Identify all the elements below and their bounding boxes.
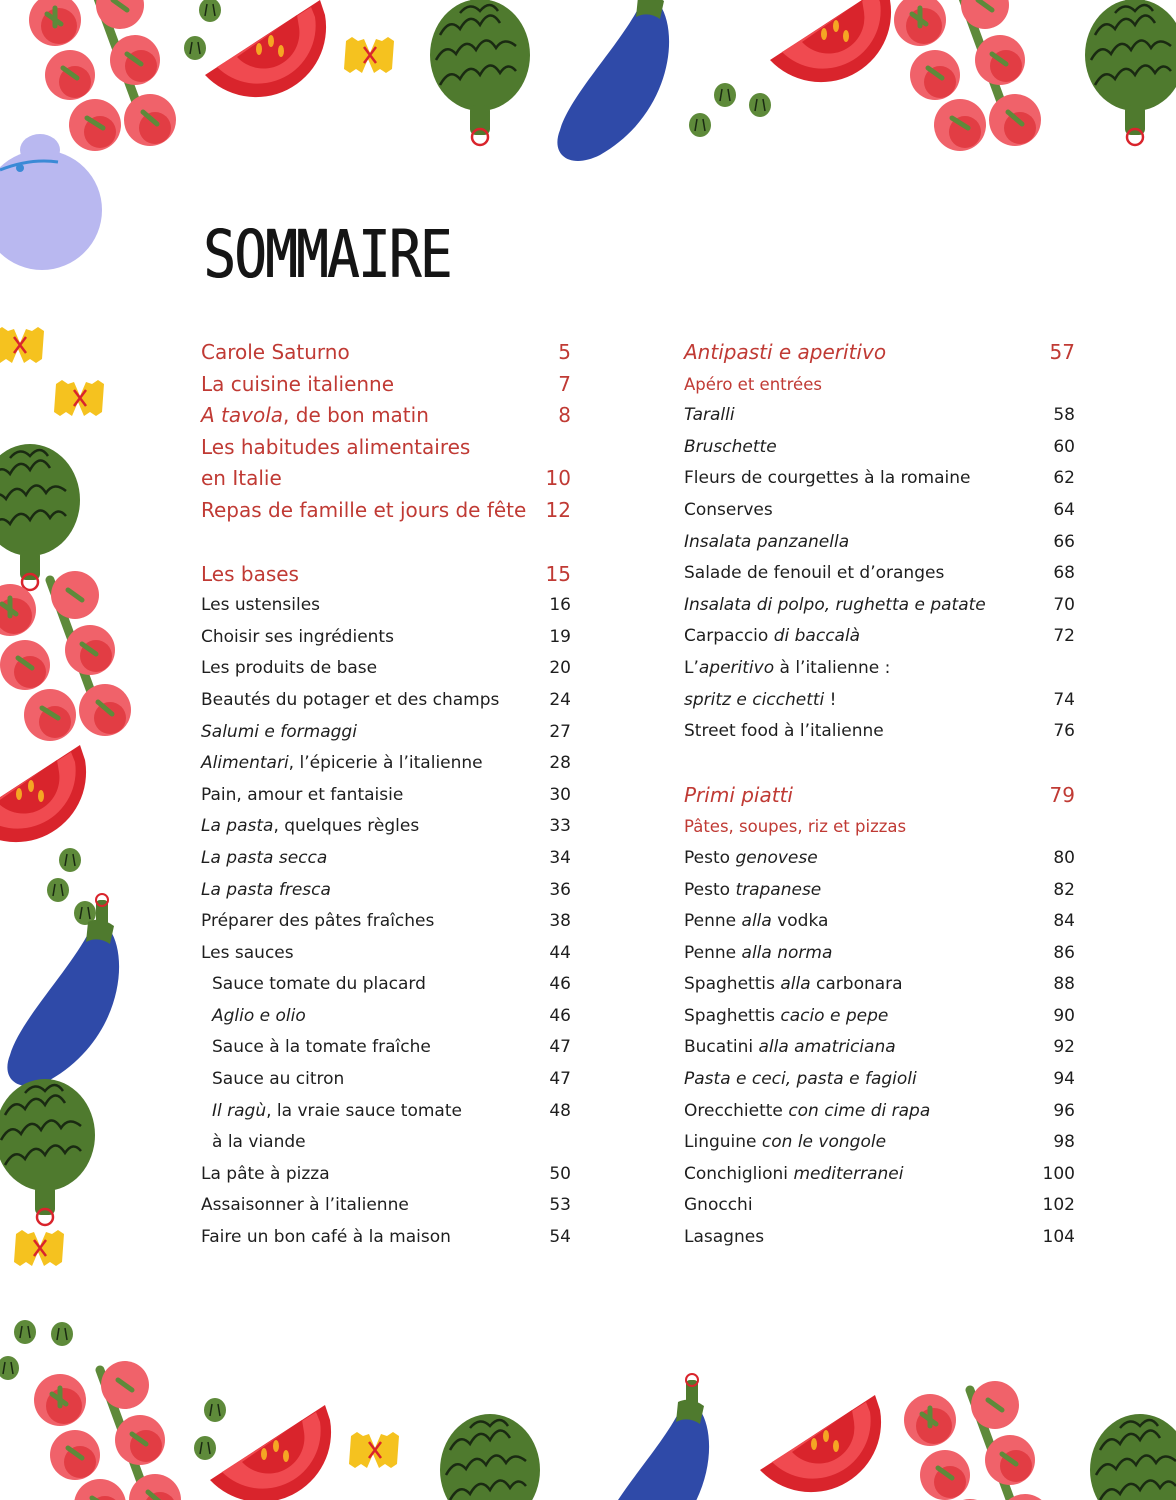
toc-entry-title (201, 938, 541, 970)
italic-title-fragment: mediterranei (793, 1163, 904, 1184)
toc-entry[interactable] (201, 811, 571, 843)
toc-entry-title (684, 780, 1045, 812)
toc-entry[interactable] (201, 969, 571, 1001)
toc-page-number: 72 (1053, 626, 1075, 647)
section-spacer (684, 748, 1075, 780)
toc-entry[interactable] (684, 590, 1075, 622)
italic-title-fragment: Salumi e formaggi (201, 721, 357, 742)
toc-entry-title (201, 1096, 541, 1128)
toc-subheading[interactable] (684, 811, 1075, 843)
toc-page-number: 38 (549, 911, 571, 932)
toc-entry-title (684, 875, 1045, 907)
toc-entry[interactable] (684, 1001, 1075, 1033)
toc-entry[interactable] (684, 558, 1075, 590)
toc-entry-title (684, 1032, 1045, 1064)
toc-entry-title (201, 400, 541, 432)
toc-entry[interactable] (201, 1064, 571, 1096)
italic-title-fragment: Taralli (684, 405, 735, 426)
toc-entry-title (201, 622, 541, 654)
toc-entry-title (201, 590, 541, 622)
toc-page-number: 8 (558, 403, 571, 428)
italic-title-fragment: alla (741, 911, 772, 932)
toc-entry[interactable] (201, 1159, 571, 1191)
title-fragment: Assaisonner à l’italienne (201, 1195, 409, 1216)
toc-page-number: 82 (1053, 879, 1075, 900)
title-fragment: Les habitudes alimentaires (201, 434, 471, 459)
toc-entry[interactable] (201, 780, 571, 812)
toc-entry-title (684, 1096, 1045, 1128)
toc-entry[interactable] (684, 1064, 1075, 1096)
title-fragment: en Italie (201, 466, 282, 491)
italic-title-fragment: Insalata panzanella (684, 531, 850, 552)
toc-page-number: 68 (1053, 563, 1075, 584)
toc-entry-title (201, 717, 541, 749)
title-fragment: à l’italienne : (774, 657, 891, 678)
toc-entry-title (201, 653, 541, 685)
toc-page-number: 54 (549, 1227, 571, 1248)
toc-page-number: 28 (549, 753, 571, 774)
artichoke-illustration (430, 0, 530, 145)
title-fragment: Fleurs de courgettes à la romaine (684, 468, 971, 489)
toc-entry-title (201, 559, 541, 591)
title-fragment: , la vraie sauce tomate (266, 1100, 462, 1121)
title-fragment: , quelques règles (273, 816, 420, 837)
toc-page-number: 19 (549, 626, 571, 647)
toc-entry[interactable] (201, 875, 571, 907)
toc-entry[interactable] (201, 1032, 571, 1064)
toc-entry-title (201, 463, 541, 495)
toc-entry-title (201, 875, 541, 907)
title-fragment: Préparer des pâtes fraîches (201, 911, 435, 932)
toc-entry-title (201, 811, 541, 843)
toc-entry-title (684, 969, 1045, 1001)
toc-page-number: 5 (558, 340, 571, 364)
toc-entry[interactable] (684, 432, 1075, 464)
italic-title-fragment: genovese (735, 847, 818, 868)
italic-title-fragment: Aglio e olio (212, 1005, 306, 1026)
title-fragment: Les ustensiles (201, 595, 321, 616)
toc-page-number: 66 (1053, 531, 1075, 552)
toc-entry-title (684, 1127, 1045, 1159)
toc-page-number: 88 (1053, 974, 1075, 995)
farfalle-illustration (344, 37, 394, 73)
italic-title-fragment: Insalata di polpo, rughetta e patate (684, 594, 986, 615)
toc-entry[interactable] (684, 1190, 1075, 1222)
toc-entry-title (201, 780, 541, 812)
toc-entry[interactable] (684, 685, 1075, 717)
toc-page-number: 30 (549, 784, 571, 805)
toc-entry-title (684, 685, 1045, 717)
toc-page-number: 27 (549, 721, 571, 742)
title-fragment: Conchiglioni (684, 1163, 794, 1184)
title-fragment: Carpaccio (684, 626, 774, 647)
title-fragment: Les sauces (201, 942, 294, 963)
toc-page-number: 90 (1053, 1005, 1075, 1026)
section-spacer (201, 527, 571, 559)
toc-section-heading[interactable] (684, 337, 1075, 369)
toc-page-number: 100 (1042, 1163, 1075, 1184)
toc-entry[interactable] (201, 685, 571, 717)
toc-subheading[interactable] (684, 369, 1075, 401)
toc-page-number: 33 (549, 816, 571, 837)
italic-title-fragment: Pasta e ceci, pasta e fagioli (684, 1069, 917, 1090)
toc-entry[interactable] (684, 938, 1075, 970)
toc-page-number: 48 (549, 1100, 571, 1121)
title-fragment: La cuisine italienne (201, 371, 395, 396)
toc-entry-title (201, 1159, 541, 1191)
toc-entry[interactable] (684, 495, 1075, 527)
toc-entry-title (684, 1159, 1043, 1191)
title-fragment: Orecchiette (684, 1100, 789, 1121)
toc-entry-title (684, 590, 1045, 622)
toc-page-number: 104 (1042, 1227, 1075, 1248)
italic-title-fragment: cacio e pepe (780, 1005, 889, 1026)
toc-entry-title (684, 558, 1045, 590)
toc-section-heading[interactable] (684, 780, 1075, 812)
title-fragment: Linguine (684, 1132, 762, 1153)
toc-right-column (684, 337, 1075, 1254)
toc-entry[interactable] (684, 875, 1075, 907)
toc-entry-title (201, 495, 541, 527)
toc-page-number: 20 (549, 658, 571, 679)
toc-page-number: 94 (1053, 1069, 1075, 1090)
title-fragment: Gnocchi (684, 1195, 753, 1216)
toc-page-number: 15 (545, 561, 571, 586)
eggplant-illustration (557, 0, 669, 161)
toc-entry[interactable] (684, 969, 1075, 1001)
italic-title-fragment: La pasta fresca (201, 879, 331, 900)
title-fragment: ! (824, 689, 837, 710)
toc-entry[interactable] (201, 653, 571, 685)
toc-entry-title (684, 400, 1045, 432)
title-fragment: Les bases (201, 561, 299, 586)
title-fragment: L’ (684, 657, 699, 678)
toc-entry[interactable] (684, 621, 1075, 653)
title-fragment: Sauce à la tomate fraîche (212, 1037, 431, 1058)
toc-entry-title (201, 685, 541, 717)
toc-entry-title (201, 969, 541, 1001)
title-fragment: , de bon matin (283, 403, 429, 428)
cherry-tomato-vine-illustration (29, 0, 176, 151)
toc-page-number: 36 (549, 879, 571, 900)
toc-page-number: 64 (1053, 499, 1075, 520)
toc-page-number: 60 (1053, 436, 1075, 457)
toc-entry[interactable] (684, 527, 1075, 559)
title-fragment: Spaghettis (684, 974, 781, 995)
toc-page-number: 79 (1049, 782, 1075, 807)
toc-entry-title (201, 843, 541, 875)
toc-section-heading[interactable] (201, 495, 571, 527)
toc-entry-title (684, 621, 1045, 653)
toc-page-number: 92 (1053, 1037, 1075, 1058)
toc-page-number: 96 (1053, 1100, 1075, 1121)
toc-page-number: 62 (1053, 468, 1075, 489)
toc-page-number: 86 (1053, 942, 1075, 963)
tomato-wedge-illustration (205, 0, 326, 97)
toc-entry[interactable] (201, 843, 571, 875)
italic-title-fragment: alla amatriciana (758, 1037, 896, 1058)
toc-entry-title (684, 843, 1045, 875)
toc-entry-title (684, 1064, 1045, 1096)
title-fragment: Repas de famille et jours de fête (201, 497, 527, 522)
toc-page-number: 44 (549, 942, 571, 963)
toc-page-number: 47 (549, 1069, 571, 1090)
toc-section-heading[interactable] (201, 400, 571, 432)
toc-entry[interactable] (201, 938, 571, 970)
toc-entry[interactable] (201, 1222, 571, 1254)
title-fragment: Penne (684, 942, 742, 963)
title-fragment: Bucatini (684, 1037, 759, 1058)
toc-page-number: 84 (1053, 911, 1075, 932)
page-title: SOMMAIRE (203, 216, 451, 293)
toc-page-number: 34 (549, 847, 571, 868)
toc-page-number: 10 (545, 466, 571, 491)
toc-entry-title (684, 1001, 1045, 1033)
title-fragment: Pesto (684, 879, 736, 900)
toc-entry[interactable] (684, 400, 1075, 432)
italic-title-fragment: con cime di rapa (788, 1100, 931, 1121)
toc-entry-title (684, 527, 1045, 559)
toc-section-heading[interactable] (201, 432, 571, 464)
toc-entry-title (201, 1222, 541, 1254)
toc-entry[interactable] (684, 1096, 1075, 1128)
title-fragment: Pâtes, soupes, riz et pizzas (684, 817, 907, 837)
toc-entry-title (684, 1222, 1043, 1254)
toc-entry-title (684, 653, 1045, 685)
title-fragment: Sauce au citron (212, 1069, 345, 1090)
title-fragment: Carole Saturno (201, 340, 350, 364)
italic-title-fragment: trapanese (735, 879, 822, 900)
toc-section-heading[interactable] (201, 337, 571, 369)
toc-page-number: 24 (549, 689, 571, 710)
toc-page-number: 70 (1053, 594, 1075, 615)
toc-entry-title (201, 906, 541, 938)
title-fragment: Faire un bon café à la maison (201, 1227, 451, 1248)
title-fragment: Choisir ses ingrédients (201, 626, 394, 647)
toc-section-heading[interactable] (201, 559, 571, 591)
italic-title-fragment: con le vongole (761, 1132, 887, 1153)
toc-entry[interactable] (684, 653, 1075, 685)
toc-page-number: 74 (1053, 689, 1075, 710)
toc-entry[interactable] (684, 463, 1075, 495)
toc-entry-title (201, 432, 541, 464)
toc-page-number: 12 (545, 497, 571, 522)
italic-title-fragment: Il ragù (212, 1100, 267, 1121)
title-fragment: Apéro et entrées (684, 374, 822, 394)
toc-entry-title (684, 716, 1045, 748)
toc-page-number: 57 (1049, 340, 1075, 364)
title-fragment: carbonara (810, 974, 903, 995)
toc-entry[interactable] (201, 717, 571, 749)
toc-page-number: 53 (549, 1195, 571, 1216)
title-fragment: Conserves (684, 499, 773, 520)
toc-page-number: 46 (549, 974, 571, 995)
toc-entry-title (201, 337, 541, 369)
toc-section-heading[interactable] (201, 463, 571, 495)
toc-entry-title (684, 337, 1045, 369)
toc-entry-title (684, 369, 1045, 401)
italic-title-fragment: spritz e cicchetti (684, 689, 825, 710)
italic-title-fragment: di baccalà (773, 626, 861, 647)
title-fragment: Penne (684, 911, 742, 932)
toc-page-number: 16 (549, 595, 571, 616)
toc-entry[interactable] (201, 1190, 571, 1222)
toc-page-number: 7 (558, 371, 571, 396)
toc-entry-title (201, 1064, 541, 1096)
toc-entry[interactable] (684, 1222, 1075, 1254)
italic-title-fragment: Antipasti e aperitivo (684, 340, 887, 364)
title-fragment: Pesto (684, 847, 736, 868)
toc-entry[interactable] (201, 1001, 571, 1033)
toc-entry-title (684, 938, 1045, 970)
title-fragment: Pain, amour et fantaisie (201, 784, 404, 805)
toc-entry[interactable] (684, 716, 1075, 748)
toc-entry[interactable] (684, 906, 1075, 938)
toc-page-number: 98 (1053, 1132, 1075, 1153)
toc-page-number: 46 (549, 1005, 571, 1026)
toc-entry[interactable] (201, 1127, 571, 1159)
title-fragment: Street food à l’italienne (684, 721, 884, 742)
title-fragment: Spaghettis (684, 1005, 781, 1026)
title-fragment: Beautés du potager et des champs (201, 689, 500, 710)
italic-title-fragment: aperitivo (698, 657, 775, 678)
toc-entry[interactable] (684, 843, 1075, 875)
title-fragment: Salade de fenouil et d’oranges (684, 563, 945, 584)
toc-page-number: 58 (1053, 405, 1075, 426)
toc-page-number: 80 (1053, 847, 1075, 868)
toc-entry[interactable] (201, 748, 571, 780)
burrata-illustration (0, 134, 102, 270)
italic-title-fragment: La pasta secca (201, 847, 328, 868)
toc-entry-title (201, 1001, 541, 1033)
toc-section-heading[interactable] (201, 369, 571, 401)
toc-page-number: 50 (549, 1163, 571, 1184)
toc-entry-title (684, 811, 1045, 843)
toc-entry[interactable] (201, 622, 571, 654)
toc-page-number: 47 (549, 1037, 571, 1058)
toc-entry[interactable] (684, 1032, 1075, 1064)
toc-page-number: 76 (1053, 721, 1075, 742)
italic-title-fragment: Primi piatti (684, 782, 793, 807)
toc-entry[interactable] (684, 1159, 1075, 1191)
title-fragment: à la viande (212, 1132, 306, 1153)
toc-left-column (201, 337, 571, 1254)
toc-entry-title (201, 748, 541, 780)
toc-entry[interactable] (201, 1096, 571, 1128)
toc-entry-title (684, 463, 1045, 495)
italic-title-fragment: alla (780, 974, 811, 995)
italic-title-fragment: A tavola (201, 403, 284, 428)
title-fragment: Les produits de base (201, 658, 378, 679)
title-fragment: vodka (771, 911, 829, 932)
toc-entry-title (201, 369, 541, 401)
title-fragment: Sauce tomate du placard (212, 974, 426, 995)
toc-entry-title (684, 906, 1045, 938)
toc-entry-title (201, 1032, 541, 1064)
title-fragment: , l’épicerie à l’italienne (288, 753, 483, 774)
toc-entry-title (201, 1190, 541, 1222)
toc-entry[interactable] (201, 590, 571, 622)
title-fragment: La pâte à pizza (201, 1163, 330, 1184)
toc-entry-title (684, 495, 1045, 527)
italic-title-fragment: La pasta (201, 816, 274, 837)
toc-page-number: 102 (1042, 1195, 1075, 1216)
title-fragment: Lasagnes (684, 1227, 765, 1248)
toc-entry-title (684, 1190, 1043, 1222)
italic-title-fragment: Alimentari (201, 753, 289, 774)
italic-title-fragment: Bruschette (684, 436, 777, 457)
italic-title-fragment: alla norma (741, 942, 833, 963)
toc-entry[interactable] (201, 906, 571, 938)
toc-entry-title (201, 1127, 541, 1159)
toc-entry-title (684, 432, 1045, 464)
toc-entry[interactable] (684, 1127, 1075, 1159)
